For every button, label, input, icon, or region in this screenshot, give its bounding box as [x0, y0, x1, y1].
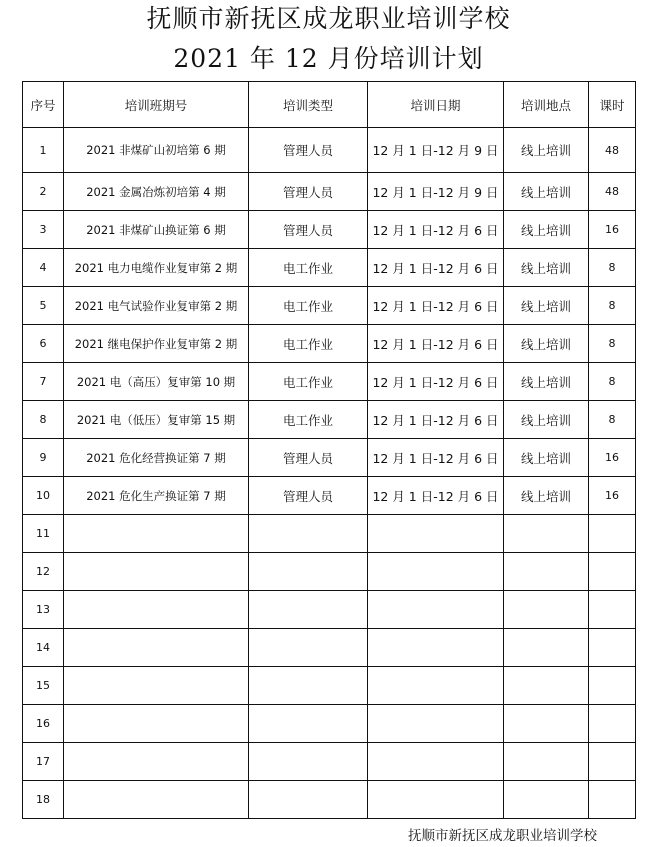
cell-no: 15	[23, 667, 64, 705]
cell-no: 17	[23, 743, 64, 781]
cell-type: 管理人员	[249, 128, 368, 173]
cell-type: 电工作业	[249, 401, 368, 439]
cell-type: 电工作业	[249, 363, 368, 401]
cell-hours	[589, 781, 636, 819]
cell-type: 管理人员	[249, 211, 368, 249]
cell-place	[504, 553, 589, 591]
cell-date: 12 月 1 日-12 月 6 日	[368, 325, 504, 363]
cell-hours	[589, 705, 636, 743]
cell-type: 管理人员	[249, 173, 368, 211]
table-row	[23, 629, 636, 667]
cell-class	[64, 515, 249, 553]
cell-no: 16	[23, 705, 64, 743]
cell-place: 线上培训	[504, 325, 589, 363]
cell-class: 2021 危化生产换证第 7 期	[64, 477, 249, 515]
cell-place	[504, 705, 589, 743]
cell-class: 2021 危化经营换证第 7 期	[64, 439, 249, 477]
cell-hours: 8	[589, 287, 636, 325]
cell-hours	[589, 515, 636, 553]
cell-place	[504, 629, 589, 667]
cell-place: 线上培训	[504, 211, 589, 249]
cell-place: 线上培训	[504, 249, 589, 287]
table-row	[23, 743, 636, 781]
cell-no: 9	[23, 439, 64, 477]
cell-hours	[589, 591, 636, 629]
cell-date	[368, 515, 504, 553]
cell-date: 12 月 1 日-12 月 6 日	[368, 287, 504, 325]
cell-type	[249, 629, 368, 667]
cell-date	[368, 743, 504, 781]
cell-hours: 48	[589, 173, 636, 211]
cell-place: 线上培训	[504, 439, 589, 477]
cell-date: 12 月 1 日-12 月 6 日	[368, 477, 504, 515]
table-row	[23, 128, 636, 173]
cell-no: 5	[23, 287, 64, 325]
table-row	[23, 591, 636, 629]
cell-type: 电工作业	[249, 287, 368, 325]
cell-no: 13	[23, 591, 64, 629]
cell-hours: 8	[589, 249, 636, 287]
cell-hours: 8	[589, 363, 636, 401]
cell-hours: 48	[589, 128, 636, 173]
cell-place	[504, 781, 589, 819]
table-row	[23, 287, 636, 325]
table-row	[23, 363, 636, 401]
cell-date	[368, 705, 504, 743]
header-date: 培训日期	[368, 82, 504, 128]
cell-type	[249, 705, 368, 743]
cell-date	[368, 591, 504, 629]
cell-class	[64, 705, 249, 743]
cell-type	[249, 515, 368, 553]
cell-type: 管理人员	[249, 439, 368, 477]
table-row	[23, 477, 636, 515]
table-row	[23, 515, 636, 553]
cell-place: 线上培训	[504, 173, 589, 211]
cell-place	[504, 515, 589, 553]
cell-place: 线上培训	[504, 363, 589, 401]
cell-no: 6	[23, 325, 64, 363]
cell-date: 12 月 1 日-12 月 9 日	[368, 173, 504, 211]
cell-class: 2021 电力电缆作业复审第 2 期	[64, 249, 249, 287]
cell-no: 3	[23, 211, 64, 249]
cell-hours	[589, 743, 636, 781]
table-row	[23, 781, 636, 819]
cell-date: 12 月 1 日-12 月 6 日	[368, 249, 504, 287]
cell-no: 1	[23, 128, 64, 173]
cell-type	[249, 667, 368, 705]
header-place: 培训地点	[504, 82, 589, 128]
cell-class	[64, 629, 249, 667]
table-row	[23, 705, 636, 743]
cell-place	[504, 743, 589, 781]
cell-hours: 8	[589, 325, 636, 363]
cell-class: 2021 电（低压）复审第 15 期	[64, 401, 249, 439]
cell-place: 线上培训	[504, 477, 589, 515]
table-row	[23, 325, 636, 363]
table-row	[23, 249, 636, 287]
table-row	[23, 553, 636, 591]
cell-date	[368, 553, 504, 591]
cell-type	[249, 591, 368, 629]
cell-place: 线上培训	[504, 401, 589, 439]
cell-no: 7	[23, 363, 64, 401]
cell-date: 12 月 1 日-12 月 6 日	[368, 363, 504, 401]
cell-date	[368, 781, 504, 819]
cell-hours	[589, 553, 636, 591]
table-row	[23, 439, 636, 477]
cell-class	[64, 553, 249, 591]
header-no: 序号	[23, 82, 64, 128]
cell-class: 2021 非煤矿山初培第 6 期	[64, 128, 249, 173]
cell-hours: 16	[589, 439, 636, 477]
cell-hours: 16	[589, 477, 636, 515]
document-subtitle: 2021 年 12 月份培训计划	[173, 44, 484, 73]
cell-type: 电工作业	[249, 249, 368, 287]
cell-no: 11	[23, 515, 64, 553]
cell-no: 10	[23, 477, 64, 515]
header-class: 培训班期号	[64, 82, 249, 128]
cell-class	[64, 743, 249, 781]
document-title: 抚顺市新抚区成龙职业培训学校	[146, 4, 511, 33]
cell-no: 12	[23, 553, 64, 591]
cell-date	[368, 667, 504, 705]
cell-place: 线上培训	[504, 287, 589, 325]
cell-date: 12 月 1 日-12 月 9 日	[368, 128, 504, 173]
table-header-row	[23, 82, 636, 128]
cell-date	[368, 629, 504, 667]
cell-class: 2021 继电保护作业复审第 2 期	[64, 325, 249, 363]
header-type: 培训类型	[249, 82, 368, 128]
cell-class: 2021 金属冶炼初培第 4 期	[64, 173, 249, 211]
cell-type: 电工作业	[249, 325, 368, 363]
cell-hours	[589, 667, 636, 705]
footer-signature: 抚顺市新抚区成龙职业培训学校	[408, 828, 597, 844]
cell-no: 8	[23, 401, 64, 439]
training-plan-table	[22, 81, 636, 819]
cell-no: 18	[23, 781, 64, 819]
cell-type	[249, 743, 368, 781]
table-row	[23, 173, 636, 211]
cell-type	[249, 553, 368, 591]
cell-type: 管理人员	[249, 477, 368, 515]
cell-hours: 16	[589, 211, 636, 249]
cell-class: 2021 电（高压）复审第 10 期	[64, 363, 249, 401]
cell-date: 12 月 1 日-12 月 6 日	[368, 401, 504, 439]
cell-hours	[589, 629, 636, 667]
cell-no: 14	[23, 629, 64, 667]
cell-place	[504, 591, 589, 629]
cell-class: 2021 非煤矿山换证第 6 期	[64, 211, 249, 249]
cell-no: 4	[23, 249, 64, 287]
cell-type	[249, 781, 368, 819]
cell-class	[64, 781, 249, 819]
cell-no: 2	[23, 173, 64, 211]
cell-hours: 8	[589, 401, 636, 439]
table-row	[23, 401, 636, 439]
cell-class	[64, 591, 249, 629]
cell-date: 12 月 1 日-12 月 6 日	[368, 439, 504, 477]
header-hours: 课时	[589, 82, 636, 128]
table-row	[23, 211, 636, 249]
cell-class: 2021 电气试验作业复审第 2 期	[64, 287, 249, 325]
cell-place	[504, 667, 589, 705]
cell-date: 12 月 1 日-12 月 6 日	[368, 211, 504, 249]
table-row	[23, 667, 636, 705]
cell-class	[64, 667, 249, 705]
cell-place: 线上培训	[504, 128, 589, 173]
